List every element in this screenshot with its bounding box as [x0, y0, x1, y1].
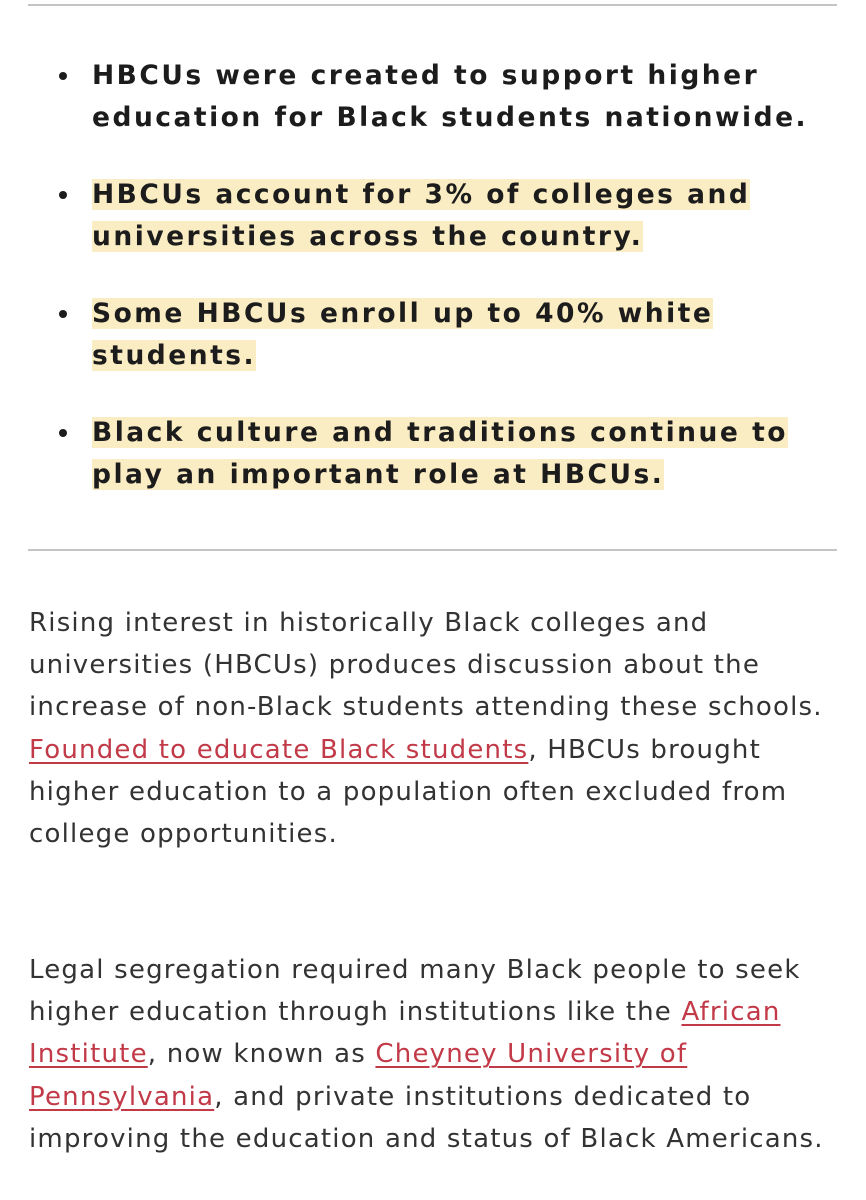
takeaway-text-highlighted: HBCUs account for 3% of colleges and universities across the country.	[92, 179, 751, 252]
paragraph-text: , HBCUs brought higher education to a population often excluded from college opportunities.	[29, 734, 788, 850]
takeaway-item	[0, 412, 866, 496]
takeaway-text-highlighted: Some HBCUs enroll up to 40% white students.	[92, 298, 714, 371]
takeaway-text-highlighted: Black culture and traditions continue to play an important role at HBCUs.	[92, 417, 788, 490]
intro-paragraph	[29, 602, 844, 855]
founded-to-educate-link[interactable]: Founded to educate Black students	[29, 734, 529, 765]
paragraph-text: , now known as	[147, 1039, 376, 1070]
bullet-icon	[59, 72, 67, 80]
bullet-icon	[59, 191, 67, 199]
history-paragraph	[29, 949, 844, 1160]
takeaway-text: HBCUs were created to support higher education for Black students nationwide.	[92, 60, 809, 133]
takeaway-item	[0, 293, 866, 377]
section-divider	[28, 549, 837, 551]
bullet-icon	[59, 310, 67, 318]
paragraph-text: Legal segregation required many Black people to seek higher education through institutions like the	[29, 955, 801, 1028]
cheyney-university-link[interactable]: Cheyney University of Pennsylvania	[29, 1039, 688, 1112]
african-institute-link[interactable]: African Institute	[29, 997, 781, 1070]
bullet-icon	[59, 429, 67, 437]
key-takeaways-list	[0, 55, 866, 531]
paragraph-text: , and private institutions dedicated to improving the education and status of Black Americans.	[29, 1081, 824, 1154]
paragraph-text: Rising interest in historically Black colleges and universities (HBCUs) produces discussion about the increase of non-Black students attending these schools.	[29, 608, 823, 723]
takeaway-item	[0, 174, 866, 258]
top-divider	[28, 4, 837, 6]
takeaway-item	[0, 55, 866, 139]
